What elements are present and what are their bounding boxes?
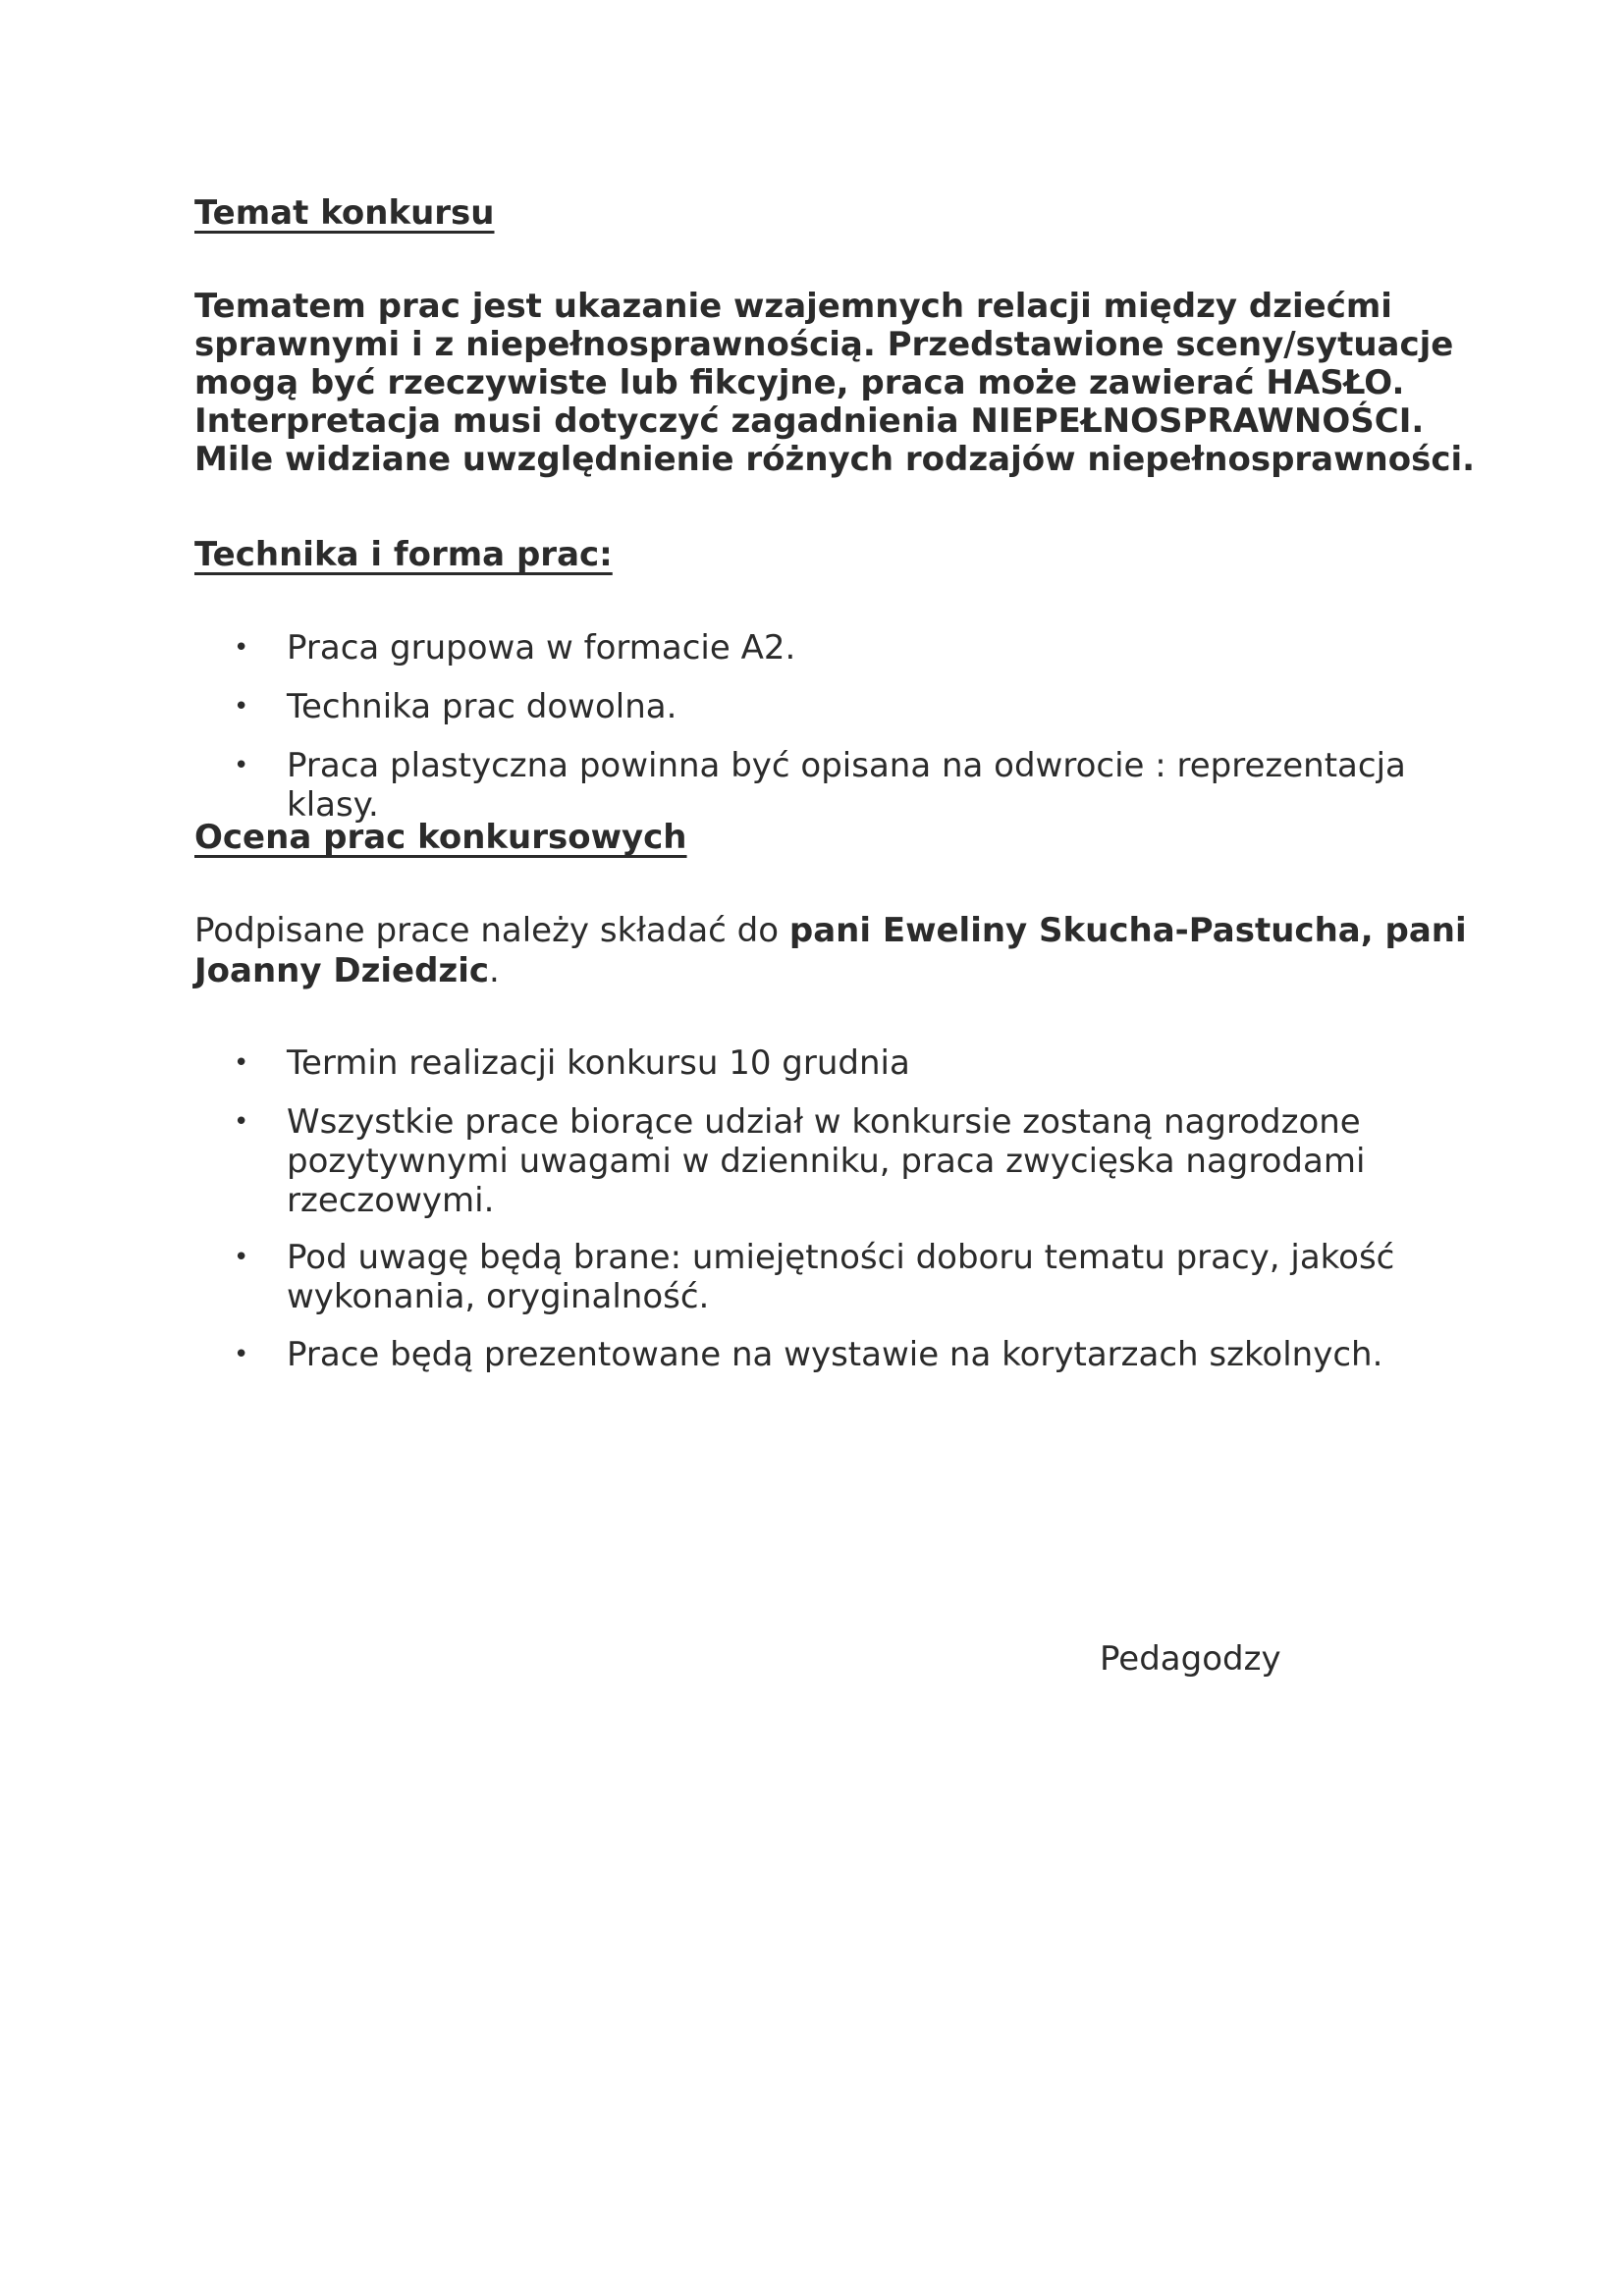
list-item-text: Pod uwagę będą brane: umiejętności doboru tematu pracy, jakość (287, 1238, 1395, 1277)
list-item-text: Praca grupowa w formacie A2. (287, 628, 796, 667)
submission-text: Podpisane prace należy składać do (194, 911, 789, 950)
list-item-text: Praca plastyczna powinna być opisana na odwrocie : reprezentacja (287, 746, 1406, 785)
teacher-names: Joanny Dziedzic (194, 951, 490, 990)
bullet-icon: • (234, 1243, 249, 1272)
topic-line: mogą być rzeczywiste lub fikcyjne, praca może zawierać HASŁO. (194, 363, 1405, 402)
list-item-text: Prace będą prezentowane na wystawie na korytarzach szkolnych. (287, 1335, 1383, 1374)
topic-line: sprawnymi i z niepełnosprawnością. Przedstawione sceny/sytuacje (194, 325, 1454, 364)
section-heading-topic: Temat konkursu (194, 193, 495, 233)
list-item-text: wykonania, oryginalność. (287, 1277, 710, 1316)
section-heading-evaluation: Ocena prac konkursowych (194, 818, 687, 857)
section-heading-technique: Technika i forma prac: (194, 535, 613, 574)
bullet-icon: • (234, 751, 249, 780)
bullet-icon: • (234, 1340, 249, 1369)
bullet-icon: • (234, 692, 249, 721)
topic-line: Tematem prac jest ukazanie wzajemnych relacji między dziećmi (194, 287, 1392, 326)
teacher-names: pani Eweliny Skucha-Pastucha, pani (788, 911, 1467, 950)
signature: Pedagodzy (1100, 1639, 1281, 1679)
bullet-icon: • (234, 1107, 249, 1137)
bullet-icon: • (234, 633, 249, 663)
topic-line: Mile widziane uwzględnienie różnych rodzajów niepełnosprawności. (194, 440, 1476, 479)
submission-text: . (489, 951, 500, 990)
bullet-icon: • (234, 1048, 249, 1078)
list-item-text: pozytywnymi uwagami w dzienniku, praca zwycięska nagrodami (287, 1142, 1366, 1181)
list-item-text: Wszystkie prace biorące udział w konkursie zostaną nagrodzone (287, 1102, 1361, 1142)
list-item-text: Technika prac dowolna. (287, 687, 677, 726)
list-item-text: klasy. (287, 785, 379, 825)
list-item-text: Termin realizacji konkursu 10 grudnia (287, 1043, 910, 1083)
submission-paragraph (194, 911, 1471, 991)
topic-line: Interpretacja musi dotyczyć zagadnienia NIEPEŁNOSPRAWNOŚCI. (194, 401, 1425, 441)
list-item-text: rzeczowymi. (287, 1181, 495, 1220)
topic-paragraph (194, 287, 1476, 479)
